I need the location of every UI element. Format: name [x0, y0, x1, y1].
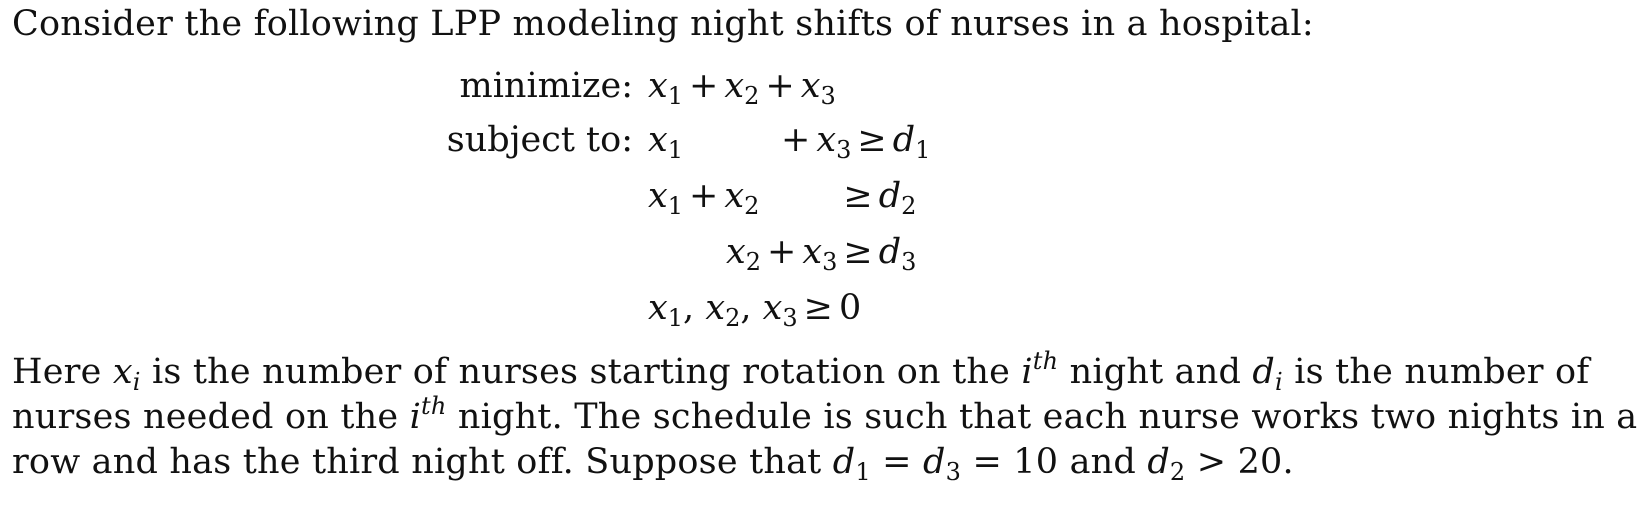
subscript: 2 — [744, 82, 760, 110]
subscript: 1 — [915, 136, 931, 164]
subscript: 1 — [667, 136, 684, 164]
geq-sign: ≥ — [857, 120, 887, 160]
subscript: 3 — [820, 82, 836, 110]
constraints-label: subject to: — [446, 120, 633, 160]
var-x: x — [816, 120, 837, 160]
geq-sign: ≥ — [803, 288, 833, 328]
subscript: 3 — [822, 248, 838, 276]
subscript: 2 — [744, 192, 760, 220]
geq-sign: ≥ — [843, 176, 873, 216]
subscript: 1 — [667, 192, 684, 220]
var-x: x — [648, 288, 668, 328]
text: night. The schedule is such that each nurse works two nights in a — [446, 397, 1638, 437]
subscript: 3 — [901, 248, 917, 276]
subscript: 3 — [836, 136, 852, 164]
subscript: 1 — [855, 458, 871, 486]
comma: , — [683, 288, 695, 328]
var-d: d — [878, 232, 902, 272]
nonnegativity-constraint — [648, 286, 861, 330]
text: nurses needed on the — [12, 397, 410, 437]
var-d: d — [832, 442, 856, 482]
var-x: x — [648, 120, 668, 160]
subscript-i: i — [132, 368, 141, 396]
var-x: x — [724, 176, 745, 216]
paragraph-line-3 — [12, 440, 1294, 484]
plus-sign: + — [689, 176, 719, 216]
geq-sign: ≥ — [843, 232, 873, 272]
var-x: x — [112, 352, 133, 392]
paragraph-line-1 — [12, 347, 1590, 396]
paragraph-line-2 — [12, 392, 1638, 439]
subscript: 3 — [945, 458, 962, 486]
var-x: x — [802, 232, 823, 272]
var-d: d — [1252, 352, 1276, 392]
plus-sign: + — [765, 66, 795, 106]
var-d: d — [923, 442, 946, 482]
var-x: x — [724, 66, 745, 106]
comma: , — [740, 288, 752, 328]
subscript: 2 — [1169, 458, 1186, 486]
text: Here — [12, 352, 113, 392]
intro-sentence: Consider the following LPP modeling night shifts of nurses in a hospital: — [12, 4, 1314, 44]
objective-label: minimize: — [459, 66, 633, 106]
objective-expression — [648, 64, 836, 108]
subscript: 1 — [667, 82, 684, 110]
text: = 10 and — [961, 442, 1148, 482]
plus-sign: + — [689, 66, 719, 106]
var-x: x — [705, 288, 726, 328]
subscript: 3 — [782, 304, 798, 332]
var-x: x — [762, 288, 783, 328]
var-d: d — [1147, 442, 1170, 482]
var-x: x — [648, 176, 668, 216]
constraint-3 — [648, 230, 916, 274]
subscript: 1 — [667, 304, 684, 332]
text: = — [870, 442, 924, 482]
text: is the number of — [1282, 352, 1590, 392]
var-x: x — [800, 66, 821, 106]
subscript: 2 — [745, 248, 762, 276]
subscript-i: i — [1275, 368, 1283, 396]
constraint-1 — [648, 118, 930, 162]
var-x: x — [726, 232, 746, 272]
plus-sign: + — [781, 120, 811, 160]
text: row and has the third night off. Suppose that — [12, 442, 833, 482]
superscript-th: th — [1032, 347, 1059, 375]
var-i: i — [1021, 352, 1033, 392]
var-d: d — [878, 176, 902, 216]
subscript: 2 — [901, 192, 917, 220]
text: is the number of nurses starting rotation on the — [140, 352, 1022, 392]
zero: 0 — [838, 288, 862, 328]
constraint-2 — [648, 174, 916, 218]
subscript: 2 — [725, 304, 741, 332]
text: night and — [1058, 352, 1253, 392]
plus-sign: + — [767, 232, 797, 272]
var-i: i — [409, 397, 421, 437]
var-x: x — [648, 66, 668, 106]
text: > 20. — [1185, 442, 1294, 482]
superscript-th: th — [420, 392, 447, 420]
var-d: d — [892, 120, 916, 160]
